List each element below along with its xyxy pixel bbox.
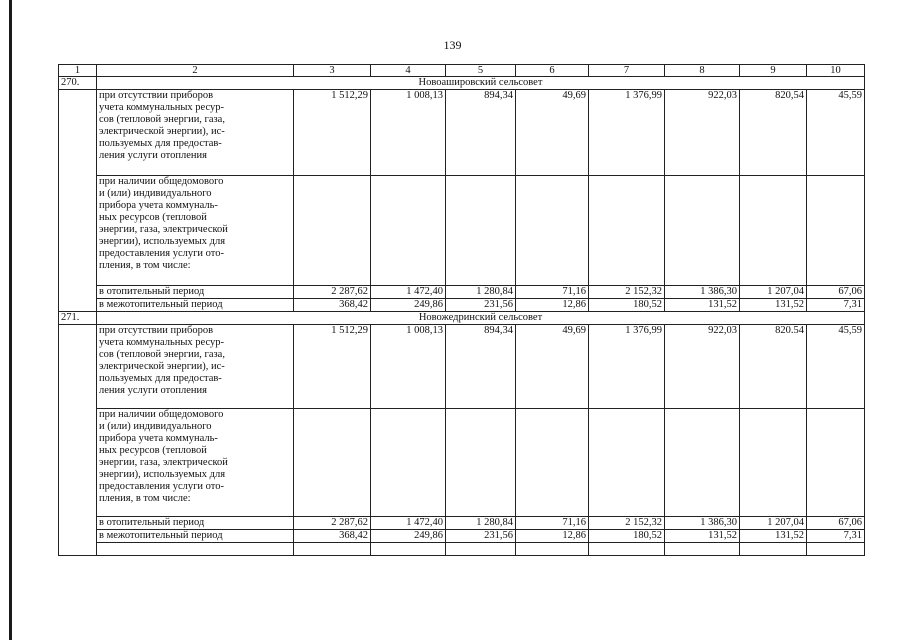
value-cell: 2 152,32 [589,286,665,299]
empty-cell [294,176,371,286]
empty-cell [589,543,665,556]
table-row [59,530,865,543]
empty-cell [589,176,665,286]
value-cell: 1 008,13 [371,90,446,176]
value-cell: 2 152,32 [589,517,665,530]
row-label: в межотопительный период [97,530,294,543]
value-cell: 12,86 [516,530,589,543]
section-title: Новоаширoвский сельсовет [97,77,865,90]
value-cell: 67,06 [807,286,865,299]
value-cell: 894,34 [446,90,516,176]
row-label: в отопительный период [97,286,294,299]
page-binding-line [9,0,12,640]
section-index-cell [59,90,97,312]
value-cell: 131,52 [740,530,807,543]
column-number: 7 [589,65,665,77]
empty-cell [807,176,865,286]
empty-cell [516,176,589,286]
value-cell: 7,31 [807,299,865,312]
empty-cell [294,543,371,556]
value-cell: 2 287,62 [294,517,371,530]
row-label: при наличии общедомового и (или) индивидуального прибора учета коммуналь- ных ресурсов (тепловой энергии, газа, электрической энергии), используемых для предоставления услуги ото- пления, в том числе: [97,409,294,517]
table-row [59,543,865,556]
value-cell: 180,52 [589,299,665,312]
value-cell: 1 512,29 [294,90,371,176]
empty-cell [516,409,589,517]
value-cell: 820,54 [740,90,807,176]
table-row [59,90,865,176]
row-label: при отсутствии приборов учета коммунальных ресур- сов (тепловой энергии, газа, электрической энергии), ис- пользуемых для предостав- ления услуги отопления [97,325,294,409]
empty-cell [740,409,807,517]
value-cell: 12,86 [516,299,589,312]
value-cell: 180,52 [589,530,665,543]
value-cell: 231,56 [446,299,516,312]
section-title: Новожедринский сельсовет [97,312,865,325]
empty-cell [371,543,446,556]
page-number: 139 [443,38,462,52]
empty-cell [294,409,371,517]
value-cell: 820.54 [740,325,807,409]
row-label: при отсутствии приборов учета коммунальных ресур- сов (тепловой энергии, газа, электрической энергии), ис- пользуемых для предостав- ления услуги отопления [97,90,294,176]
empty-cell [97,543,294,556]
value-cell: 131,52 [740,299,807,312]
value-cell: 67,06 [807,517,865,530]
value-cell: 1 376,99 [589,325,665,409]
empty-cell [589,409,665,517]
value-cell: 1 280,84 [446,517,516,530]
section-index-cell [59,325,97,556]
value-cell: 231,56 [446,530,516,543]
empty-cell [807,543,865,556]
table-row [59,286,865,299]
empty-cell [807,409,865,517]
value-cell: 1 280,84 [446,286,516,299]
column-number: 5 [446,65,516,77]
empty-cell [446,543,516,556]
section-title-row [59,77,865,90]
table-row [59,409,865,517]
value-cell: 249,86 [371,530,446,543]
value-cell: 49,69 [516,90,589,176]
column-number-row [59,65,865,77]
empty-cell [516,543,589,556]
empty-cell [665,176,740,286]
value-cell: 894,34 [446,325,516,409]
value-cell: 1 386,30 [665,517,740,530]
value-cell: 131,52 [665,299,740,312]
column-number: 9 [740,65,807,77]
empty-cell [446,176,516,286]
value-cell: 1 386,30 [665,286,740,299]
value-cell: 1 207,04 [740,286,807,299]
column-number: 6 [516,65,589,77]
row-label: в межотопительный период [97,299,294,312]
value-cell: 368,42 [294,299,371,312]
tariff-table [58,64,865,556]
column-number: 3 [294,65,371,77]
value-cell: 922,03 [665,90,740,176]
value-cell: 131,52 [665,530,740,543]
column-number: 8 [665,65,740,77]
table-row [59,325,865,409]
empty-cell [740,543,807,556]
row-label: в отопительный период [97,517,294,530]
table-row [59,176,865,286]
value-cell: 71,16 [516,286,589,299]
empty-cell [446,409,516,517]
section-number: 271. [59,312,97,325]
column-number: 2 [97,65,294,77]
empty-cell [371,176,446,286]
value-cell: 1 512,29 [294,325,371,409]
column-number: 10 [807,65,865,77]
value-cell: 1 376,99 [589,90,665,176]
value-cell: 2 287,62 [294,286,371,299]
value-cell: 922,03 [665,325,740,409]
value-cell: 71,16 [516,517,589,530]
empty-cell [665,409,740,517]
empty-cell [665,543,740,556]
empty-cell [371,409,446,517]
value-cell: 1 472,40 [371,517,446,530]
value-cell: 1 008,13 [371,325,446,409]
value-cell: 7,31 [807,530,865,543]
empty-cell [740,176,807,286]
table-row [59,299,865,312]
table-row [59,517,865,530]
value-cell: 368,42 [294,530,371,543]
row-label: при наличии общедомового и (или) индивидуального прибора учета коммуналь- ных ресурсов (тепловой энергии, газа, электрической энергии), используемых для предоставления услуги ото- пления, в том числе: [97,176,294,286]
section-number: 270. [59,77,97,90]
value-cell: 1 207,04 [740,517,807,530]
section-title-row [59,312,865,325]
column-number: 4 [371,65,446,77]
value-cell: 45,59 [807,90,865,176]
value-cell: 45,59 [807,325,865,409]
column-number: 1 [59,65,97,77]
value-cell: 249,86 [371,299,446,312]
value-cell: 49,69 [516,325,589,409]
value-cell: 1 472,40 [371,286,446,299]
